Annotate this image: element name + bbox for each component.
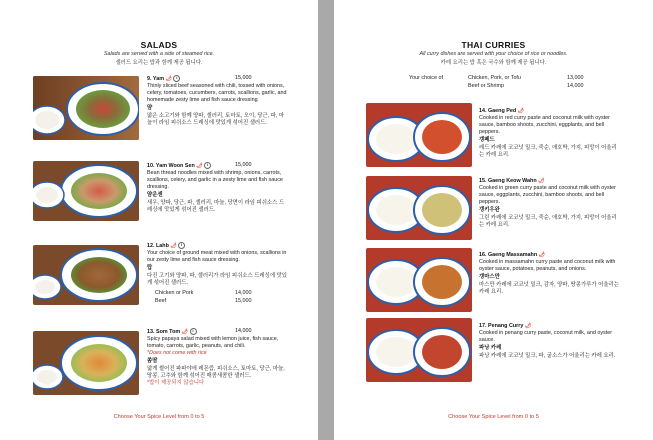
page-title: THAI CURRIES xyxy=(461,40,526,50)
item-name: 9. Yam xyxy=(147,75,164,82)
yam-woon-sen-photo xyxy=(33,161,139,221)
info-badge-icon: i xyxy=(178,242,185,249)
menu-item-gaeng-keow-wahn xyxy=(479,178,621,229)
item-name: 14. Gaeng Ped xyxy=(479,108,517,114)
page-subtitle-korean: 카레 요리는 밥 혹은 국수와 함께 제공 됩니다. xyxy=(440,60,547,66)
choice-label: Your choice of xyxy=(409,75,443,81)
choice-price: 14,000 xyxy=(567,83,584,89)
chili-icon: 🌶 xyxy=(170,242,177,249)
chili-icon: 🌶 xyxy=(196,162,203,169)
menu-item-lahb xyxy=(147,242,287,305)
item-name: 16. Gaeng Massamahn xyxy=(479,252,538,258)
menu-item-gaeng-ped xyxy=(479,108,621,159)
page-subtitle-korean: 샐러드 요리는 밥과 함께 제공 됩니다. xyxy=(115,60,203,66)
som-tom-photo xyxy=(33,331,139,395)
menu-item-gaeng-massamahn xyxy=(479,252,621,296)
menu-item-som-tom xyxy=(147,328,287,387)
item-description: Cooked in green curry paste and coconut milk with oyster sauce, eggplants, zucchini, bamboo shoots, and bell peppers. xyxy=(479,185,616,205)
spice-level-note: Choose Your Spice Level from 0 to 5 xyxy=(448,414,539,420)
menu-item-penang-curry xyxy=(479,323,621,360)
item-name: 13. Som Tom xyxy=(147,328,181,335)
gaeng-massamahn-photo xyxy=(366,248,472,312)
curries-page xyxy=(334,0,653,440)
item-warning: *Does not come with rice xyxy=(147,349,207,356)
option-price: 15,000 xyxy=(235,297,252,304)
choice-price: 13,000 xyxy=(567,75,584,81)
chili-icon: 🌶 xyxy=(181,328,189,335)
option-row xyxy=(147,289,287,297)
menu-item-yam-woon-sen xyxy=(147,162,287,214)
menu-item-yam xyxy=(147,75,287,127)
item-name: 10. Yam Woon Sen xyxy=(147,162,195,169)
choice-option: Chicken, Pork, or Tofu xyxy=(468,75,521,81)
spice-level-note: Choose Your Spice Level from 0 to 5 xyxy=(113,414,205,420)
info-badge-icon: i xyxy=(173,75,180,82)
item-korean-description: 다진 고기와 양파, 파, 셀러리가 라임 피쉬소스 드레싱에 맛있게 섞어진 샐러드. xyxy=(147,272,287,286)
item-description: Cooked in red curry paste and coconut milk with oyster sauce, bamboo shoots, zucchini, eggplants, and bell peppers. xyxy=(479,115,610,135)
option-label: Chicken or Pork xyxy=(155,289,194,296)
chili-icon: 🌶 xyxy=(524,323,532,329)
item-price: 14,000 xyxy=(235,328,252,334)
yam-photo xyxy=(33,76,139,140)
item-korean-name: 갱페드 xyxy=(479,137,495,143)
item-korean-name: 갱마스만 xyxy=(479,274,500,280)
chili-icon: 🌶 xyxy=(165,75,172,82)
item-korean-description: 레드 카레에 코코넛 밀크, 죽순, 애호박, 가지, 피망이 어울리는 카레 요리. xyxy=(479,145,617,158)
item-description: Your choice of ground meat mixed with onions, scallions in our zesty lime and fish sauce dressing. xyxy=(147,249,287,263)
chili-icon: 🌶 xyxy=(517,108,525,114)
item-korean-name: 갱키우완 xyxy=(479,207,500,213)
item-description: Spicy papaya salad mixed with lemon juice, fish sauce, tomato, carrots, garlic, peanuts, and chili. xyxy=(147,335,279,349)
item-warning-korean: *밥이 제공되지 않습니다 xyxy=(147,379,205,386)
item-name: 15. Gaeng Keow Wahn xyxy=(479,178,537,184)
gaeng-keow-wahn-photo xyxy=(366,176,472,240)
gaeng-ped-photo xyxy=(366,103,472,167)
item-korean-name: 랍 xyxy=(147,264,153,271)
lahb-photo xyxy=(33,245,139,305)
option-row xyxy=(147,297,287,305)
salads-page xyxy=(0,0,318,440)
page-title: SALADS xyxy=(140,40,178,50)
penang-curry-photo xyxy=(366,318,472,382)
item-name: 12. Lahb xyxy=(147,242,169,249)
info-badge-icon: i xyxy=(204,162,211,169)
chili-icon: 🌶 xyxy=(538,252,545,258)
item-description: Cooked in massamahn curry paste and coconut milk with oyster sauce, potatoes, peanuts, and onions. xyxy=(479,259,616,272)
item-korean-name: 얌운센 xyxy=(147,191,163,198)
item-price: 15,000 xyxy=(235,75,252,81)
item-description: Bean thread noodles mixed with shrimp, onions, carrots, scallions, celery, and garlic in a zesty lime and fish sauce dressing. xyxy=(147,169,283,190)
item-name: 17. Penang Curry xyxy=(479,323,524,329)
item-korean-description: 마스만 카레에 코코넛 밀크, 감자, 양파, 땅콩가루가 어울리는 카레 요리. xyxy=(479,282,619,295)
info-badge-icon: i xyxy=(190,328,197,335)
chili-icon: 🌶 xyxy=(538,178,545,184)
item-korean-description: 새우, 양파, 당근, 파, 셀러리, 마늘, 당면이 라임 피쉬소스 드레싱에 맛있게 섞어진 샐러드. xyxy=(147,199,285,213)
item-korean-description: 얇게 썰어진 파파야에 레몬즙, 피쉬소스, 토마토, 당근, 마늘, 땅콩, 고추와 함께 섞어진 매콤새콤한 샐러드. xyxy=(147,365,285,379)
item-price: 15,000 xyxy=(235,162,252,168)
item-korean-name: 파낭 카레 xyxy=(479,345,502,351)
item-korean-description: 그린 카레에 코코넛 밀크, 죽순, 애호박, 가지, 피망이 어울리는 카레 요리. xyxy=(479,215,617,228)
choice-option: Beef or Shrimp xyxy=(468,83,504,89)
item-korean-name: 얌 xyxy=(147,104,153,111)
item-description: Thinly sliced beef seasoned with chili, tossed with onions, celery, tomatoes, cucumbers, carrots, scallions, garlic, and homemade zesty lime and fish sauce dressing xyxy=(147,82,287,103)
page-subtitle: All curry dishes are served with your choice of rice or noodles. xyxy=(419,51,568,57)
page-subtitle: Salads are served with a side of steamed rice. xyxy=(103,51,215,57)
item-korean-name: 쏨땀 xyxy=(147,357,158,364)
option-label: Beef xyxy=(155,297,167,304)
item-korean-description: 얇은 소고기와 함께 양파, 셀러리, 토마토, 오이, 당근, 파, 마늘이 라임 피쉬소스 드레싱에 맛있게 섞어진 샐러드. xyxy=(147,112,285,126)
option-price: 14,000 xyxy=(235,289,252,296)
item-description: Cooked in penang curry paste, coconut milk, and oyster sauce. xyxy=(479,330,613,343)
item-korean-description: 파낭 카레에 코코넛 밀크, 파, 굴소스가 어울리는 카레 요리. xyxy=(479,353,616,359)
